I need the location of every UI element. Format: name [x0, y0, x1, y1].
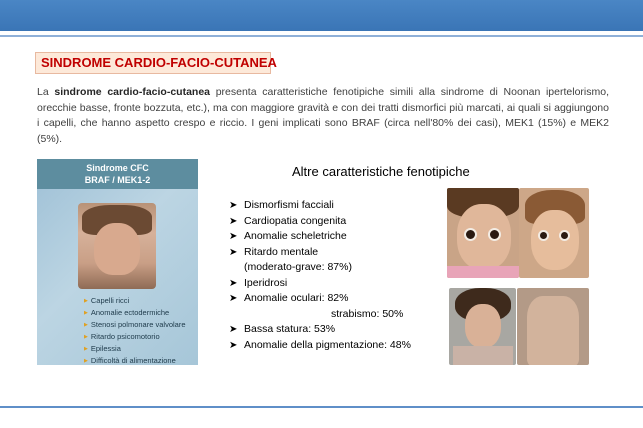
- photo-face: [465, 304, 501, 348]
- list-item-continuation: [229, 260, 411, 276]
- photo-face: [531, 210, 579, 270]
- photo-shirt: [453, 346, 513, 365]
- list-item: ▶ Epilessia: [84, 343, 186, 355]
- header-divider: [0, 35, 643, 37]
- list-item: ▶ Ritardo psicomotorio: [84, 331, 186, 343]
- arrowhead-bullet-icon: ➤: [229, 324, 238, 335]
- photo-torso: [527, 296, 579, 365]
- list-item-text: Anomalie della pigmentazione: 48%: [244, 338, 411, 351]
- patient-face: [94, 223, 140, 275]
- arrowhead-bullet-icon: ➤: [229, 231, 238, 242]
- arrowhead-bullet-icon: ➤: [229, 200, 238, 211]
- list-item-text: Ritardo mentale: [244, 245, 319, 258]
- cfc-header-line2: BRAF / MEK1-2: [84, 175, 151, 185]
- arrowhead-bullet-icon: ➤: [229, 246, 238, 258]
- list-item: [229, 322, 411, 338]
- cfc-feature-list: [84, 295, 186, 365]
- arrowhead-bullet-icon: ➤: [229, 215, 238, 227]
- patient-photo: [78, 203, 156, 289]
- intro-term: sindrome cardio-facio-cutanea: [54, 86, 211, 98]
- features-list: [229, 198, 411, 353]
- list-item: ▶ Difficoltà di alimentazione: [84, 355, 186, 365]
- list-item: [229, 214, 411, 230]
- list-item: ▶ Stenosi polmonare valvolare: [84, 319, 186, 331]
- list-item: ▶ Anomalie ectodermiche: [84, 307, 186, 319]
- list-item-text: Anomalie oculari: 82%: [244, 292, 349, 304]
- cfc-header-line1: Sindrome CFC: [86, 163, 149, 173]
- list-item: [229, 276, 411, 292]
- clinical-photo-child: [519, 188, 589, 278]
- intro-paragraph: [37, 85, 609, 147]
- list-item-text: strabismo: 50%: [331, 307, 404, 320]
- arrowhead-bullet-icon: ➤: [229, 339, 238, 351]
- slide-title: SINDROME CARDIO-FACIO-CUTANEA: [35, 52, 271, 74]
- list-item: [229, 229, 411, 245]
- list-item: [229, 245, 411, 261]
- photo-eye: [464, 228, 477, 241]
- clinical-photo-toddler: [447, 188, 519, 278]
- photo-eye: [488, 228, 501, 241]
- footer-divider: [0, 406, 643, 408]
- list-item: [229, 291, 411, 307]
- features-heading: Altre caratteristiche fenotipiche: [292, 164, 470, 179]
- clinical-photo-curly-hair: [449, 288, 516, 365]
- list-item-text: Bassa statura: 53%: [244, 323, 336, 335]
- list-item: ▶ Capelli ricci: [84, 295, 186, 307]
- list-item-continuation: [229, 307, 411, 323]
- list-item-text: Dismorfismi facciali: [244, 199, 334, 211]
- list-item-text: (moderato-grave: 87%): [244, 261, 352, 273]
- cfc-panel-header: [37, 159, 198, 189]
- arrowhead-bullet-icon: ➤: [229, 277, 238, 289]
- list-item: [229, 338, 411, 354]
- list-item: [229, 198, 411, 214]
- list-item-text: Iperidrosi: [244, 276, 288, 289]
- arrowhead-bullet-icon: ➤: [229, 293, 238, 304]
- cfc-summary-panel: [37, 159, 198, 365]
- intro-text: presenta caratteristiche fenotipiche simili alla sindrome di Noonan ipertelorismo, orecchie basse, fronte bozzuta, etc.), ma con maggiore gravità e con dei tratti dismorfici più marcati, ai quali si aggiungono i capelli, che hanno aspetto crespo e riccio. I geni implicati sono BRAF (circa nell'80% dei casi), MEK1 (15%) e MEK2 (5%).: [37, 86, 609, 145]
- photo-shirt: [447, 266, 519, 278]
- photo-eye: [559, 230, 570, 241]
- header-band: [0, 0, 643, 31]
- clinical-photo-torso: [517, 288, 589, 365]
- list-item-text: Cardiopatia congenita: [244, 214, 347, 227]
- intro-lead: La: [37, 86, 55, 98]
- photo-eye: [538, 230, 549, 241]
- list-item-text: Anomalie scheletriche: [244, 230, 347, 242]
